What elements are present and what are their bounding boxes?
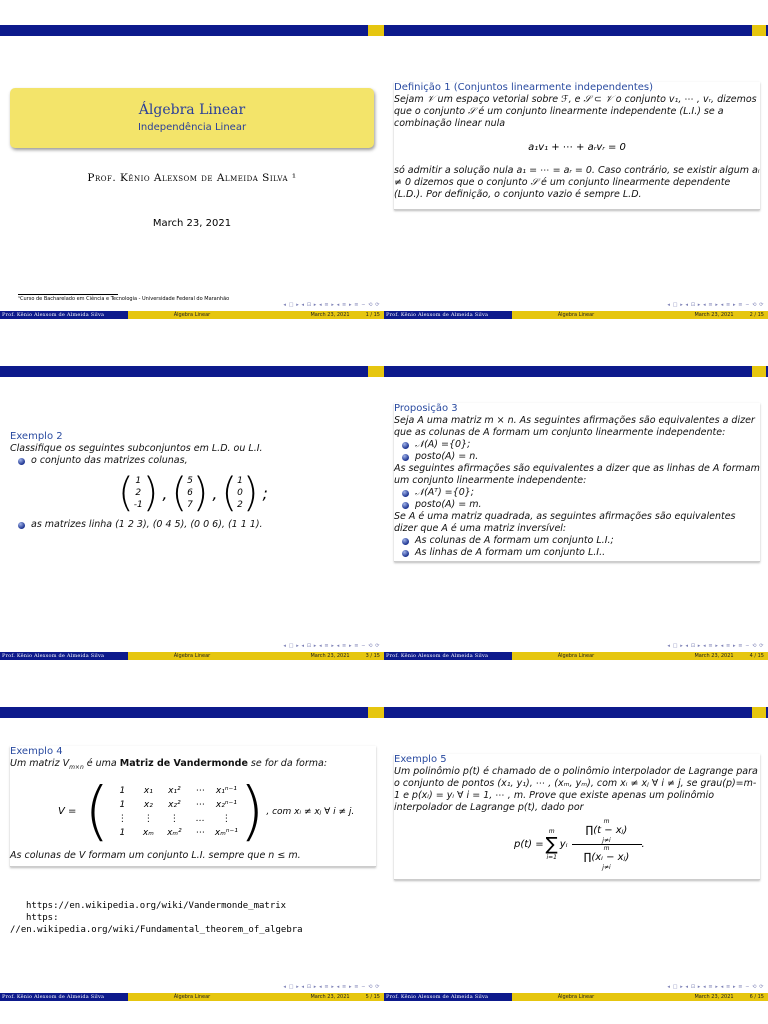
bullet-icon [402,550,409,557]
vandermonde-matrix: V = ( 1 x₁ x₁² ⋯ x₁ⁿ⁻¹ 1 x₂ x₂² ⋯ x₂ⁿ⁻¹ ⋮ ⋮ ⋮ … ⋮ 1 xₘ xₘ² ⋯ xₘⁿ⁻¹ ) , com xᵢ ≠ xⱼ ∀ i ≠ j. [58,774,355,849]
footer-date: March 23, 2021 [694,312,734,318]
nav-controls[interactable]: ◂ □ ▸ ◂ ⊡ ▸ ◂ ≡ ▸ ◂ ≡ ▸ ≡ ∽ ⟲ ⟳ [667,643,764,649]
block-title: Exemplo 4 [10,746,63,757]
definition-text-2: só admitir a solução nula a₁ = ⋯ = aᵣ = 0. Caso contrário, se existir algum aᵢ ≠ 0 dizemos que o conjunto 𝒮 é um conjunto linearmente dependente (L.D.). Por definição, o conjunto vazio é sempre L.D. [394,165,760,200]
footer-date: March 23, 2021 [310,312,350,318]
list-item: As linhas de A formam um conjunto L.I.. [394,547,760,559]
slide-4 [384,341,768,682]
bullet-icon [402,502,409,509]
nav-controls[interactable]: ◂ □ ▸ ◂ ⊡ ▸ ◂ ≡ ▸ ◂ ≡ ▸ ≡ ∽ ⟲ ⟳ [283,302,380,308]
footnote: ¹Curso de Bacharelado em Ciência e Tecnologia - Universidade Federal do Maranhão [18,296,230,302]
matrix-cell: ⋮ [117,813,127,824]
example-block [10,431,376,531]
footer-title: Álgebra Linear [512,993,640,1001]
footer-title: Álgebra Linear [128,311,256,319]
author-name: Prof. Kênio Alexsom de Almeida Silva ¹ [87,172,297,184]
nav-controls[interactable]: ◂ □ ▸ ◂ ⊡ ▸ ◂ ≡ ▸ ◂ ≡ ▸ ≡ ∽ ⟲ ⟳ [283,984,380,990]
column-matrices: ( 1 2 -1 ) , ( 5 6 7 ) , ( 1 0 2 ) ; [118,470,268,516]
list-item: posto(A) = m. [394,499,760,511]
proposition-block [394,403,760,562]
top-bar [384,25,768,36]
matrix-cell: x₁ⁿ⁻¹ [215,785,237,796]
bullet-icon [402,490,409,497]
block-title: Exemplo 2 [10,431,63,442]
matrix-cell: 1 [119,827,126,838]
slide-1 [0,0,384,341]
bullet-icon [402,442,409,449]
matrix-cell: xₘⁿ⁻¹ [214,827,238,838]
slide-3 [0,341,384,682]
footer-author: Prof. Kênio Alexsom de Almeida Silva [0,311,128,319]
bullet-icon [402,454,409,461]
footer-author: Prof. Kênio Alexsom de Almeida Silva [384,993,512,1001]
matrix-cell: x₁² [168,785,181,796]
nav-controls[interactable]: ◂ □ ▸ ◂ ⊡ ▸ ◂ ≡ ▸ ◂ ≡ ▸ ≡ ∽ ⟲ ⟳ [667,302,764,308]
slide-6 [384,682,768,1023]
footer-bar [384,993,768,1001]
lagrange-formula: p(t) = m ∑ i=1 yᵢ m ∏(t − xⱼ) j≠i m ∏(xᵢ − xⱼ) j≠i . [514,818,645,871]
link-vandermonde[interactable]: https://en.wikipedia.org/wiki/Vandermonde_matrix [26,901,287,911]
example-text-1: Um matriz $V_{m\times n}$ é uma Matriz de Vandermonde se for da forma: [10,758,328,771]
presentation-subtitle: Independência Linear [137,122,247,133]
footer-author: Prof. Kênio Alexsom de Almeida Silva [384,652,512,660]
footer-author: Prof. Kênio Alexsom de Almeida Silva [0,652,128,660]
page-number: 4 / 15 [749,653,764,659]
footer-title: Álgebra Linear [512,311,640,319]
block-title: Definição 1 (Conjuntos linearmente independentes) [394,82,654,93]
footer-title: Álgebra Linear [512,652,640,660]
title-box [10,88,374,148]
top-bar [384,707,768,718]
presentation-date: March 23, 2021 [152,218,232,229]
footer-bar [0,652,384,660]
list-item: 𝒩(A) ={0}; [394,439,760,451]
proposition-text-2: As seguintes afirmações são equivalentes a dizer que as linhas de A formam um conjunto linearmente independente: [394,463,760,486]
nav-controls[interactable]: ◂ □ ▸ ◂ ⊡ ▸ ◂ ≡ ▸ ◂ ≡ ▸ ≡ ∽ ⟲ ⟳ [283,643,380,649]
footer-author: Prof. Kênio Alexsom de Almeida Silva [0,993,128,1001]
slide-5 [0,682,384,1023]
matrix-cell: … [195,813,205,824]
matrix-cell: 1 [119,799,126,810]
footer-date: March 23, 2021 [694,653,734,659]
bullet-icon [18,522,25,529]
matrix-cell: x₂ [143,799,153,810]
top-bar [0,25,384,36]
page-number: 3 / 15 [365,653,380,659]
example-text: Um polinômio p(t) é chamado de o polinômio interpolador de Lagrange para o conjunto de pontos (x₁, y₁), ⋯ , (xₘ, yₘ), com xᵢ ≠ xⱼ ∀ i ≠ j, se grau(p)=m-1 e p(xᵢ) = yᵢ ∀ i = 1, ⋯ , m. Prove que existe apenas um polinômio interpolador de Lagrange p(t), dado por [394,766,758,813]
matrix-cell: ⋮ [143,813,153,824]
page-number: 5 / 15 [365,994,380,1000]
matrix-cell: ⋯ [195,827,205,838]
example-block [394,754,760,880]
definition-text-1: Sejam 𝒱 um espaço vetorial sobre ℱ, e 𝒮 ⊂ 𝒱 o conjunto v₁, ⋯ , vᵣ, dizemos que o conjunto 𝒮 é um conjunto linearmente independente (L.I.) se a combinação linear nula [394,94,757,129]
example-intro: Classifique os seguintes subconjuntos em L.D. ou L.I. [10,443,263,454]
matrix-cell: ⋯ [195,799,205,810]
links [10,900,380,936]
top-bar [0,366,384,377]
footer-date: March 23, 2021 [310,994,350,1000]
link-fundamental-a[interactable]: https: [26,913,59,923]
list-item: As colunas de A formam um conjunto L.I.; [394,535,760,547]
block-title: Proposição 3 [394,403,458,414]
example-text-2: As colunas de V formam um conjunto L.I. sempre que n ≤ m. [10,849,301,861]
page-number: 6 / 15 [749,994,764,1000]
footer-title: Álgebra Linear [128,993,256,1001]
page-number: 1 / 15 [365,312,380,318]
matrix-cell: 1 [119,785,126,796]
link-fundamental-b[interactable]: //en.wikipedia.org/wiki/Fundamental_theorem_of_algebra [10,925,303,935]
matrix-cell: x₂ⁿ⁻¹ [215,799,237,810]
matrix-cell: ⋮ [221,813,231,824]
list-item: o conjunto das matrizes colunas, [10,455,376,467]
footer-title: Álgebra Linear [128,652,256,660]
top-bar [384,366,768,377]
matrix-cell: ⋮ [169,813,179,824]
definition-block [394,82,760,210]
example-block [10,746,376,867]
footer-bar [384,652,768,660]
list-item: posto(A) = n. [394,451,760,463]
proposition-text-1: Seja A uma matriz m × n. As seguintes afirmações são equivalentes a dizer que as colunas de A formam um conjunto linearmente independente: [394,415,755,438]
footnote-rule [18,294,118,295]
presentation-title: Álgebra Linear [138,102,246,118]
proposition-text-3: Se A é uma matriz quadrada, as seguintes afirmações são equivalentes dizer que A é uma matriz inversível: [394,511,736,534]
nav-controls[interactable]: ◂ □ ▸ ◂ ⊡ ▸ ◂ ≡ ▸ ◂ ≡ ▸ ≡ ∽ ⟲ ⟳ [667,984,764,990]
slide-2 [384,0,768,341]
block-title: Exemplo 5 [394,754,447,765]
matrix-cell: x₂² [168,799,181,810]
footer-date: March 23, 2021 [694,994,734,1000]
list-item: 𝒩(Aᵀ) ={0}; [394,487,760,499]
footer-bar [0,993,384,1001]
top-bar [0,707,384,718]
footer-date: March 23, 2021 [310,653,350,659]
footer-bar [384,311,768,319]
matrix-cell: ⋯ [195,785,205,796]
matrix-cell: xₘ [142,827,154,838]
matrix-cell: xₘ² [167,827,182,838]
footer-author: Prof. Kênio Alexsom de Almeida Silva [384,311,512,319]
bullet-icon [18,458,25,465]
footer-bar [0,311,384,319]
list-item: as matrizes linha (1 2 3), (0 4 5), (0 0 6), (1 1 1). [10,519,376,531]
bullet-icon [402,538,409,545]
equation: a₁v₁ + ⋯ + aᵣvᵣ = 0 [528,142,626,153]
page-number: 2 / 15 [749,312,764,318]
matrix-cell: x₁ [143,785,153,796]
